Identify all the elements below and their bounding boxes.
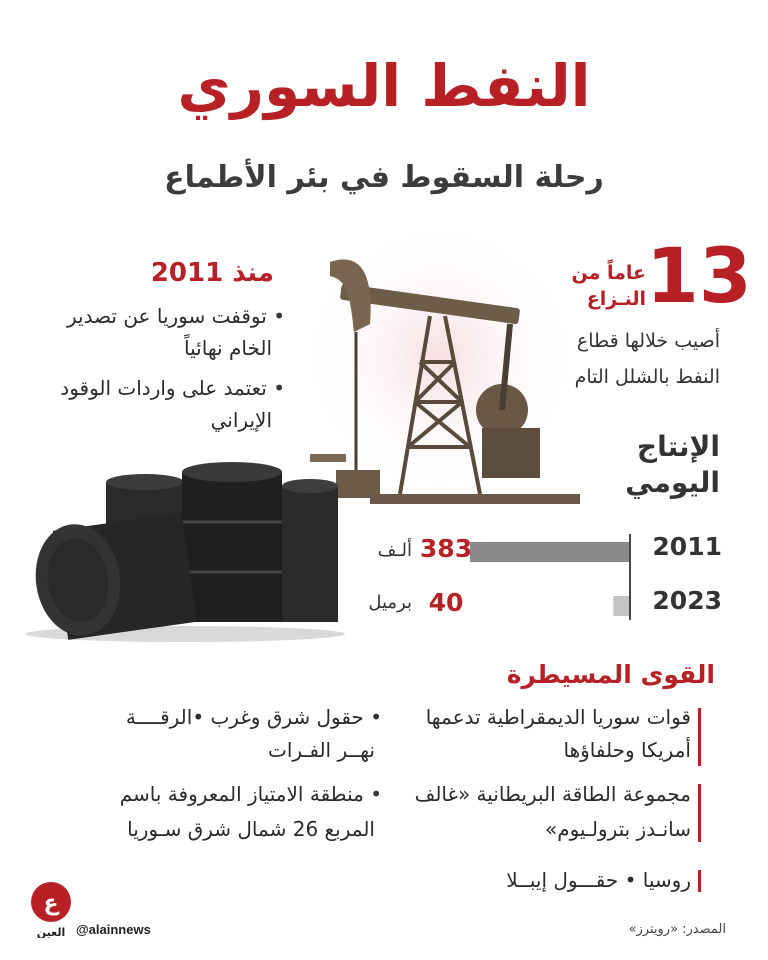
oil-barrels-illustration: [20, 462, 350, 642]
force2-accent-bar: [698, 784, 701, 842]
page-title: النفط السوري: [177, 52, 591, 120]
force2-line2: سانـدز بترولـيوم»: [544, 817, 691, 841]
pump-base: [370, 494, 580, 504]
page-subtitle: رحلة السقوط في بئر الأطماع: [164, 160, 604, 195]
production-title-line1: الإنتاج: [636, 430, 720, 463]
force3-accent-bar: [698, 870, 701, 892]
production-title-line2: اليومي: [625, 466, 720, 499]
gearbox: [482, 428, 540, 478]
production-year-2023: 2023: [652, 586, 722, 615]
forces-title: القوى المسيطرة: [506, 660, 715, 689]
barrel-back-right: [282, 479, 338, 622]
production-value-2023: 40: [428, 588, 464, 617]
barrel-back-middle: [182, 462, 282, 622]
bullet-dot-icon: •: [266, 304, 285, 328]
production-value-2011: 383: [419, 534, 473, 563]
production-bar-2023: [613, 596, 630, 616]
since-bullet2-text: تعتمد على واردات الوقود: [60, 376, 267, 400]
bullet-dot-icon: •: [266, 376, 285, 400]
production-unit-line1: ألـف: [377, 540, 412, 561]
production-year-2011: 2011: [652, 532, 722, 561]
pipe: [310, 454, 346, 462]
force2-area-line2: المربع 26 شمال شرق سـوريا: [127, 817, 375, 841]
svg-text:ع: ع: [43, 891, 59, 916]
force3-line: روسيا • حقـــول إيبــلا: [506, 868, 691, 892]
force1-area-text: حقول شرق وغرب •الرقــــة: [125, 705, 364, 729]
alain-logo: [26, 880, 76, 938]
years-number: 13: [646, 231, 752, 320]
years-description-line1: أصيب خلالها قطاع: [576, 330, 720, 352]
years-description-line2: النفط بالشلل التام: [574, 366, 720, 388]
since-bullet2-line1: [40, 376, 285, 400]
production-bar-chart: [470, 530, 640, 620]
years-label-line1: عاماً من: [571, 262, 646, 284]
social-handle: @alainnews: [76, 922, 151, 937]
bullet-dot-icon: •: [363, 782, 382, 806]
bullet-dot-icon: •: [363, 705, 382, 729]
force1-area-line2: نهــر الفـرات: [268, 738, 375, 762]
since-bullet1-line1: [40, 304, 285, 328]
force1-area-line1: [100, 705, 382, 729]
force1-accent-bar: [698, 708, 701, 766]
since-bullet1-line2: الخام نهائياً: [184, 336, 272, 360]
force2-area-line1: [100, 782, 382, 806]
force1-line1: قوات سوريا الديمقراطية تدعمها: [425, 705, 691, 729]
production-unit-line2: برميل: [368, 592, 412, 613]
force2-line1: مجموعة الطاقة البريطانية «غالف: [414, 782, 691, 806]
since-2011-title: منذ 2011: [150, 258, 274, 288]
source-credit: المصدر: «رويترز»: [628, 922, 726, 937]
since-bullet1-text: توقفت سوريا عن تصدير: [66, 304, 267, 328]
force2-area-text: منطقة الامتياز المعروفة باسم: [119, 782, 364, 806]
production-bar-2011: [470, 542, 630, 562]
since-bullet2-line2: الإيراني: [210, 408, 272, 432]
years-label-line2: النـزاع: [586, 288, 646, 310]
barrel-lying-front: [29, 513, 197, 642]
force1-line2: أمريكا وحلفاؤها: [563, 738, 691, 762]
logo-text: العين: [36, 926, 66, 938]
